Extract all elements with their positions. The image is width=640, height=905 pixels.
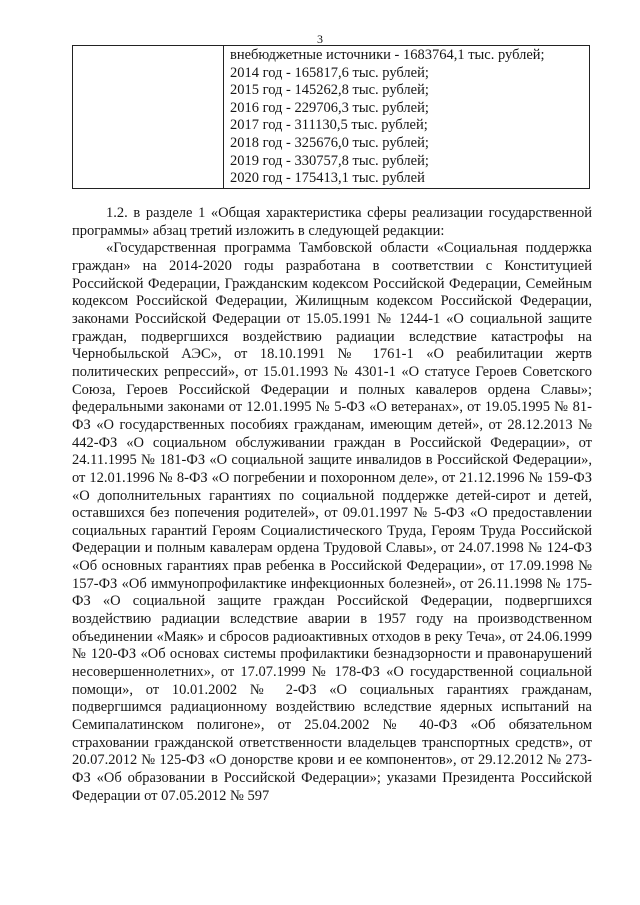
funding-line-2017: 2017 год - 311130,5 тыс. рублей; (230, 117, 428, 134)
funding-table (72, 45, 590, 189)
funding-line-2019: 2019 год - 330757,8 тыс. рублей; (230, 152, 429, 169)
table-row (73, 46, 590, 189)
funding-line-2018: 2018 год - 325676,0 тыс. рублей; (230, 134, 429, 151)
funding-line-2016: 2016 год - 229706,3 тыс. рублей; (230, 99, 429, 116)
document-body (72, 205, 592, 805)
funding-line-2020: 2020 год - 175413,1 тыс. рублей (230, 170, 425, 187)
funding-line-2014: 2014 год - 165817,6 тыс. рублей; (230, 64, 429, 81)
table-cell-empty (73, 46, 224, 189)
funding-line-2015: 2015 год - 145262,8 тыс. рублей; (230, 82, 429, 99)
table-cell-funding (224, 46, 590, 189)
funding-line-extrabudgetary: внебюджетные источники - 1683764,1 тыс. рублей; (230, 47, 545, 63)
amendment-item-paragraph: 1.2. в разделе 1 «Общая характеристика сферы реализации государственной программы» абзац третий изложить в следующей редакции: (72, 205, 592, 239)
page-number: 3 (317, 32, 323, 46)
program-description-paragraph: «Государственная программа Тамбовской области «Социальная поддержка граждан» на 2014-2020 годы разработана в соответствии с Конституцией Российской Федерации, Гражданским кодексом Российской Федерации, Семейным кодексом Российской Федерации, Жилищным кодексом Российской Федерации, законами Российской Федерации от 15.05.1991 № 1244-1 «О социальной защите граждан, подвергшихся воздействию радиации вследствие катастрофы на Чернобыльской АЭС», от 18.10.1991 № 1761-1 «О реабилитации жертв политических репрессий», от 15.01.1993 № 4301-1 «О статусе Героев Советского Союза, Героев Российской Федерации и полных кавалеров ордена Славы»; федеральными законами от 12.01.1995 № 5-ФЗ «О ветеранах», от 19.05.1995 № 81-ФЗ «О государственных пособиях гражданам, имеющим детей», от 28.12.2013 № 442-ФЗ «О социальном обслуживании граждан в Российской Федерации», от 24.11.1995 № 181-ФЗ «О социальной защите инвалидов в Российской Федерации», от 12.01.1996 № 8-ФЗ «О погребении и похоронном деле», от 21.12.1996 № 159-ФЗ «О дополнительных гарантиях по социальной поддержке детей-сирот и детей, оставшихся без попечения родителей», от 09.01.1997 № 5-ФЗ «О предоставлении социальных гарантий Героям Социалистического Труда, Героям Труда Российской Федерации и полным кавалерам ордена Трудовой Славы», от 24.07.1998 № 124-ФЗ «Об основных гарантиях прав ребенка в Российской Федерации», от 17.09.1998 № 157-ФЗ «Об иммунопрофилактике инфекционных болезней», от 26.11.1998 № 175-ФЗ «О социальной защите граждан Российской Федерации, подвергшихся воздействию радиации вследствие аварии в 1957 году на производственном объединении «Маяк» и сбросов радиоактивных отходов в реку Теча», от 24.06.1999 № 120-ФЗ «Об основах системы профилактики безнадзорности и правонарушений несовершеннолетних», от 17.07.1999 № 178-ФЗ «О государственной социальной помощи», от 10.01.2002 № 2-ФЗ «О социальных гарантиях гражданам, подвергшимся радиационному воздействию вследствие ядерных испытаний на Семипалатинском полигоне», от 25.04.2002 № 40-ФЗ «Об обязательном страховании гражданской ответственности владельцев транспортных средств», от 20.07.2012 № 125-ФЗ «О донорстве крови и ее компонентов», от 29.12.2012 № 273-ФЗ «Об образовании в Российской Федерации»; указами Президента Российской Федерации от 07.05.2012 № 597 (72, 240, 592, 804)
